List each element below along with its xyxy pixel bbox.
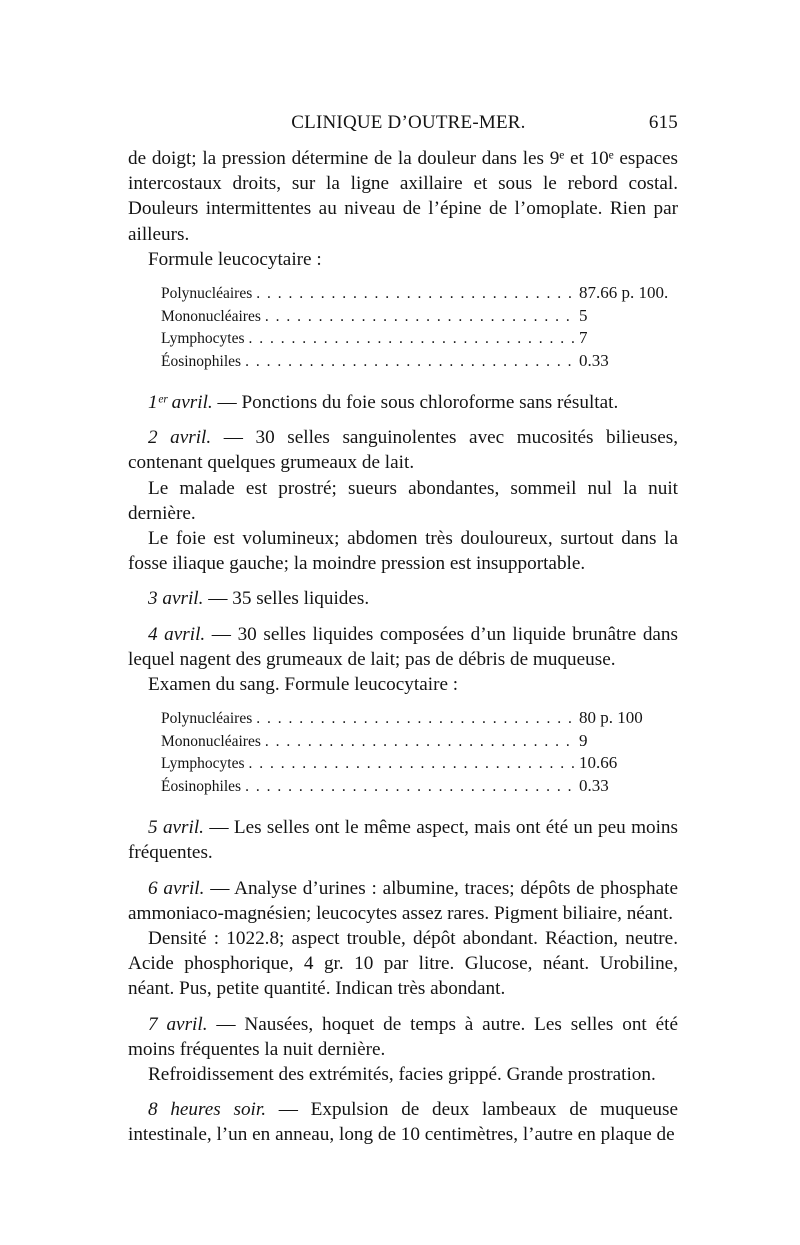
entry-date: 6 avril.: [148, 877, 205, 899]
entry-date: 1ᵉʳ avril.: [148, 392, 213, 414]
entry-text: — 30 selles liquides composées d’un liquide brunâtre dans lequel nagent des grumeaux de lait; pas de débris de muqueuse.: [128, 623, 678, 670]
table-value: 9: [579, 730, 588, 750]
leader-dots: [256, 283, 575, 305]
paragraph: Formule leucocytaire :: [148, 248, 322, 270]
entry-date: 4 avril.: [148, 623, 206, 645]
table-value: 7: [579, 328, 588, 348]
page-number: 615: [648, 112, 678, 133]
leucocyte-table-2: [161, 707, 675, 797]
table-row: [161, 327, 675, 350]
table-label: Éosinophiles: [161, 777, 242, 795]
paragraph: Densité : 1022.8; aspect trouble, dépôt abondant. Réaction, neutre. Acide phosphorique, 4 gr. 10 par litre. Glucose, néant. Urobiline, néant. Pus, petite quantité. Indican très abondant.: [128, 928, 678, 1000]
running-title: CLINIQUE D’OUTRE-MER.: [291, 112, 526, 133]
entry-date: 3 avril.: [148, 588, 204, 610]
table-value: 0.33: [579, 775, 609, 795]
table-row: [161, 350, 675, 373]
entry-text: — 30 selles sanguinolentes avec mucosités bilieuses, contenant quelques grumeaux de lait.: [128, 427, 678, 474]
table-row: [161, 707, 675, 730]
table-row: [161, 730, 675, 753]
dated-entry: [128, 425, 678, 475]
dated-entry: [128, 586, 678, 611]
leader-dots: [265, 306, 575, 328]
entry-text: — 35 selles liquides.: [203, 588, 370, 610]
running-header: [128, 112, 678, 134]
paragraph: Examen du sang. Formule leucocytaire :: [148, 674, 459, 696]
table-label: Polynucléaires: [161, 710, 253, 728]
table-value: 5: [579, 305, 588, 325]
dated-entry: [128, 622, 678, 672]
document-page: [128, 112, 678, 1148]
table-label: Mononucléaires: [161, 307, 261, 325]
leader-dots: [245, 776, 575, 798]
paragraph: Le foie est volumineux; abdomen très douloureux, surtout dans la fosse iliaque gauche; la moindre pression est insupportable.: [128, 528, 678, 575]
dated-entry: [128, 876, 678, 926]
entry-date: 8 heures soir.: [148, 1099, 267, 1121]
dated-entry: [128, 815, 678, 865]
paragraph: de doigt; la pression détermine de la douleur dans les 9ᵉ et 10ᵉ espaces intercostaux droits, sur la ligne axillaire et sous le rebord costal. Douleurs intermittentes au niveau de l’épine de l’omoplate. Rien par ailleurs.: [128, 148, 678, 245]
entry-date: 5 avril.: [148, 817, 204, 839]
table-value: 87.66 p. 100.: [579, 283, 669, 303]
table-row: [161, 282, 675, 305]
entry-text: — Les selles ont le même aspect, mais ont été un peu moins fréquentes.: [128, 817, 678, 864]
entry-text: — Nausées, hoquet de temps à autre. Les selles ont été moins fréquentes la nuit dernière.: [128, 1013, 678, 1060]
table-value: 0.33: [579, 350, 609, 370]
entry-date: 2 avril.: [148, 427, 212, 449]
table-label: Polynucléaires: [161, 285, 253, 303]
entry-text: — Ponctions du foie sous chloroforme sans résultat.: [212, 392, 619, 414]
entry-text: — Analyse d’urines : albumine, traces; dépôts de phosphate ammoniaco-magnésien; leucocytes assez rares. Pigment biliaire, néant.: [128, 877, 678, 924]
paragraph: Le malade est prostré; sueurs abondantes, sommeil nul la nuit dernière.: [128, 477, 678, 524]
paragraph: Refroidissement des extrémités, facies grippé. Grande prostration.: [148, 1064, 656, 1086]
leader-dots: [249, 753, 575, 775]
table-row: [161, 305, 675, 328]
leader-dots: [245, 351, 575, 373]
table-label: Éosinophiles: [161, 352, 242, 370]
table-row: [161, 775, 675, 798]
table-value: 10.66: [579, 753, 618, 773]
leader-dots: [265, 731, 575, 753]
dated-entry: [128, 1097, 678, 1147]
table-label: Mononucléaires: [161, 732, 261, 750]
leader-dots: [249, 328, 575, 350]
dated-entry: [128, 390, 678, 415]
table-label: Lymphocytes: [161, 755, 245, 773]
table-label: Lymphocytes: [161, 330, 245, 348]
leucocyte-table-1: [161, 282, 675, 372]
entry-date: 7 avril.: [148, 1013, 208, 1035]
dated-entry: [128, 1012, 678, 1062]
table-row: [161, 752, 675, 775]
entry-text: — Expulsion de deux lambeaux de muqueuse intestinale, l’un en anneau, long de 10 centimètres, l’autre en plaque de: [128, 1099, 678, 1146]
leader-dots: [256, 708, 575, 730]
table-value: 80 p. 100: [579, 708, 643, 728]
